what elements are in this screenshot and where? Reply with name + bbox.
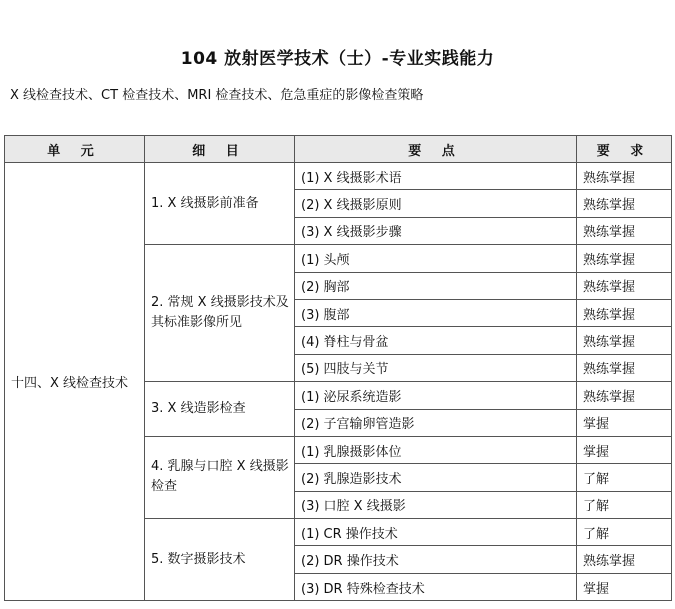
point-cell: (5) 四肢与关节: [295, 354, 577, 381]
point-cell: (2) 乳腺造影技术: [295, 464, 577, 491]
item-cell: 2. 常规 X 线摄影技术及其标准影像所见: [145, 245, 295, 382]
table-body: [5, 163, 672, 601]
point-cell: (3) 口腔 X 线摄影: [295, 491, 577, 518]
point-cell: (2) X 线摄影原则: [295, 190, 577, 217]
point-cell: (1) CR 操作技术: [295, 519, 577, 546]
requirement-cell: 熟练掌握: [577, 163, 672, 190]
requirement-cell: 熟练掌握: [577, 382, 672, 409]
point-cell: (1) 头颅: [295, 245, 577, 272]
requirement-cell: 熟练掌握: [577, 354, 672, 381]
point-cell: (1) 泌尿系统造影: [295, 382, 577, 409]
page-title: 104 放射医学技术（士）-专业实践能力: [180, 49, 495, 69]
requirement-cell: 熟练掌握: [577, 245, 672, 272]
item-cell: 4. 乳腺与口腔 X 线摄影检查: [145, 436, 295, 518]
requirement-cell: 了解: [577, 464, 672, 491]
header-unit: 单 元: [5, 136, 145, 163]
item-cell: 3. X 线造影检查: [145, 382, 295, 437]
point-cell: (2) 胸部: [295, 272, 577, 299]
header-row: [5, 136, 672, 163]
unit-cell: 十四、X 线检查技术: [5, 163, 145, 601]
requirement-cell: 掌握: [577, 409, 672, 436]
requirement-cell: 了解: [577, 491, 672, 518]
requirement-cell: 熟练掌握: [577, 190, 672, 217]
point-cell: (1) X 线摄影术语: [295, 163, 577, 190]
requirement-cell: 了解: [577, 519, 672, 546]
item-cell: 5. 数字摄影技术: [145, 519, 295, 601]
requirement-cell: 熟练掌握: [577, 272, 672, 299]
point-cell: (1) 乳腺摄影体位: [295, 436, 577, 463]
point-cell: (2) 子宫输卵管造影: [295, 409, 577, 436]
requirement-cell: 掌握: [577, 573, 672, 600]
table-row: [5, 163, 672, 190]
page-subtitle: X 线检查技术、CT 检查技术、MRI 检查技术、危急重症的影像检查策略: [10, 88, 424, 103]
point-cell: (3) X 线摄影步骤: [295, 217, 577, 244]
point-cell: (4) 脊柱与骨盆: [295, 327, 577, 354]
point-cell: (3) 腹部: [295, 299, 577, 326]
header-item: 细 目: [145, 136, 295, 163]
point-cell: (3) DR 特殊检查技术: [295, 573, 577, 600]
syllabus-table: [4, 135, 672, 601]
requirement-cell: 熟练掌握: [577, 299, 672, 326]
requirement-cell: 熟练掌握: [577, 217, 672, 244]
requirement-cell: 掌握: [577, 436, 672, 463]
header-requirement: 要 求: [577, 136, 672, 163]
header-point: 要 点: [295, 136, 577, 163]
requirement-cell: 熟练掌握: [577, 327, 672, 354]
point-cell: (2) DR 操作技术: [295, 546, 577, 573]
item-cell: 1. X 线摄影前准备: [145, 163, 295, 245]
requirement-cell: 熟练掌握: [577, 546, 672, 573]
